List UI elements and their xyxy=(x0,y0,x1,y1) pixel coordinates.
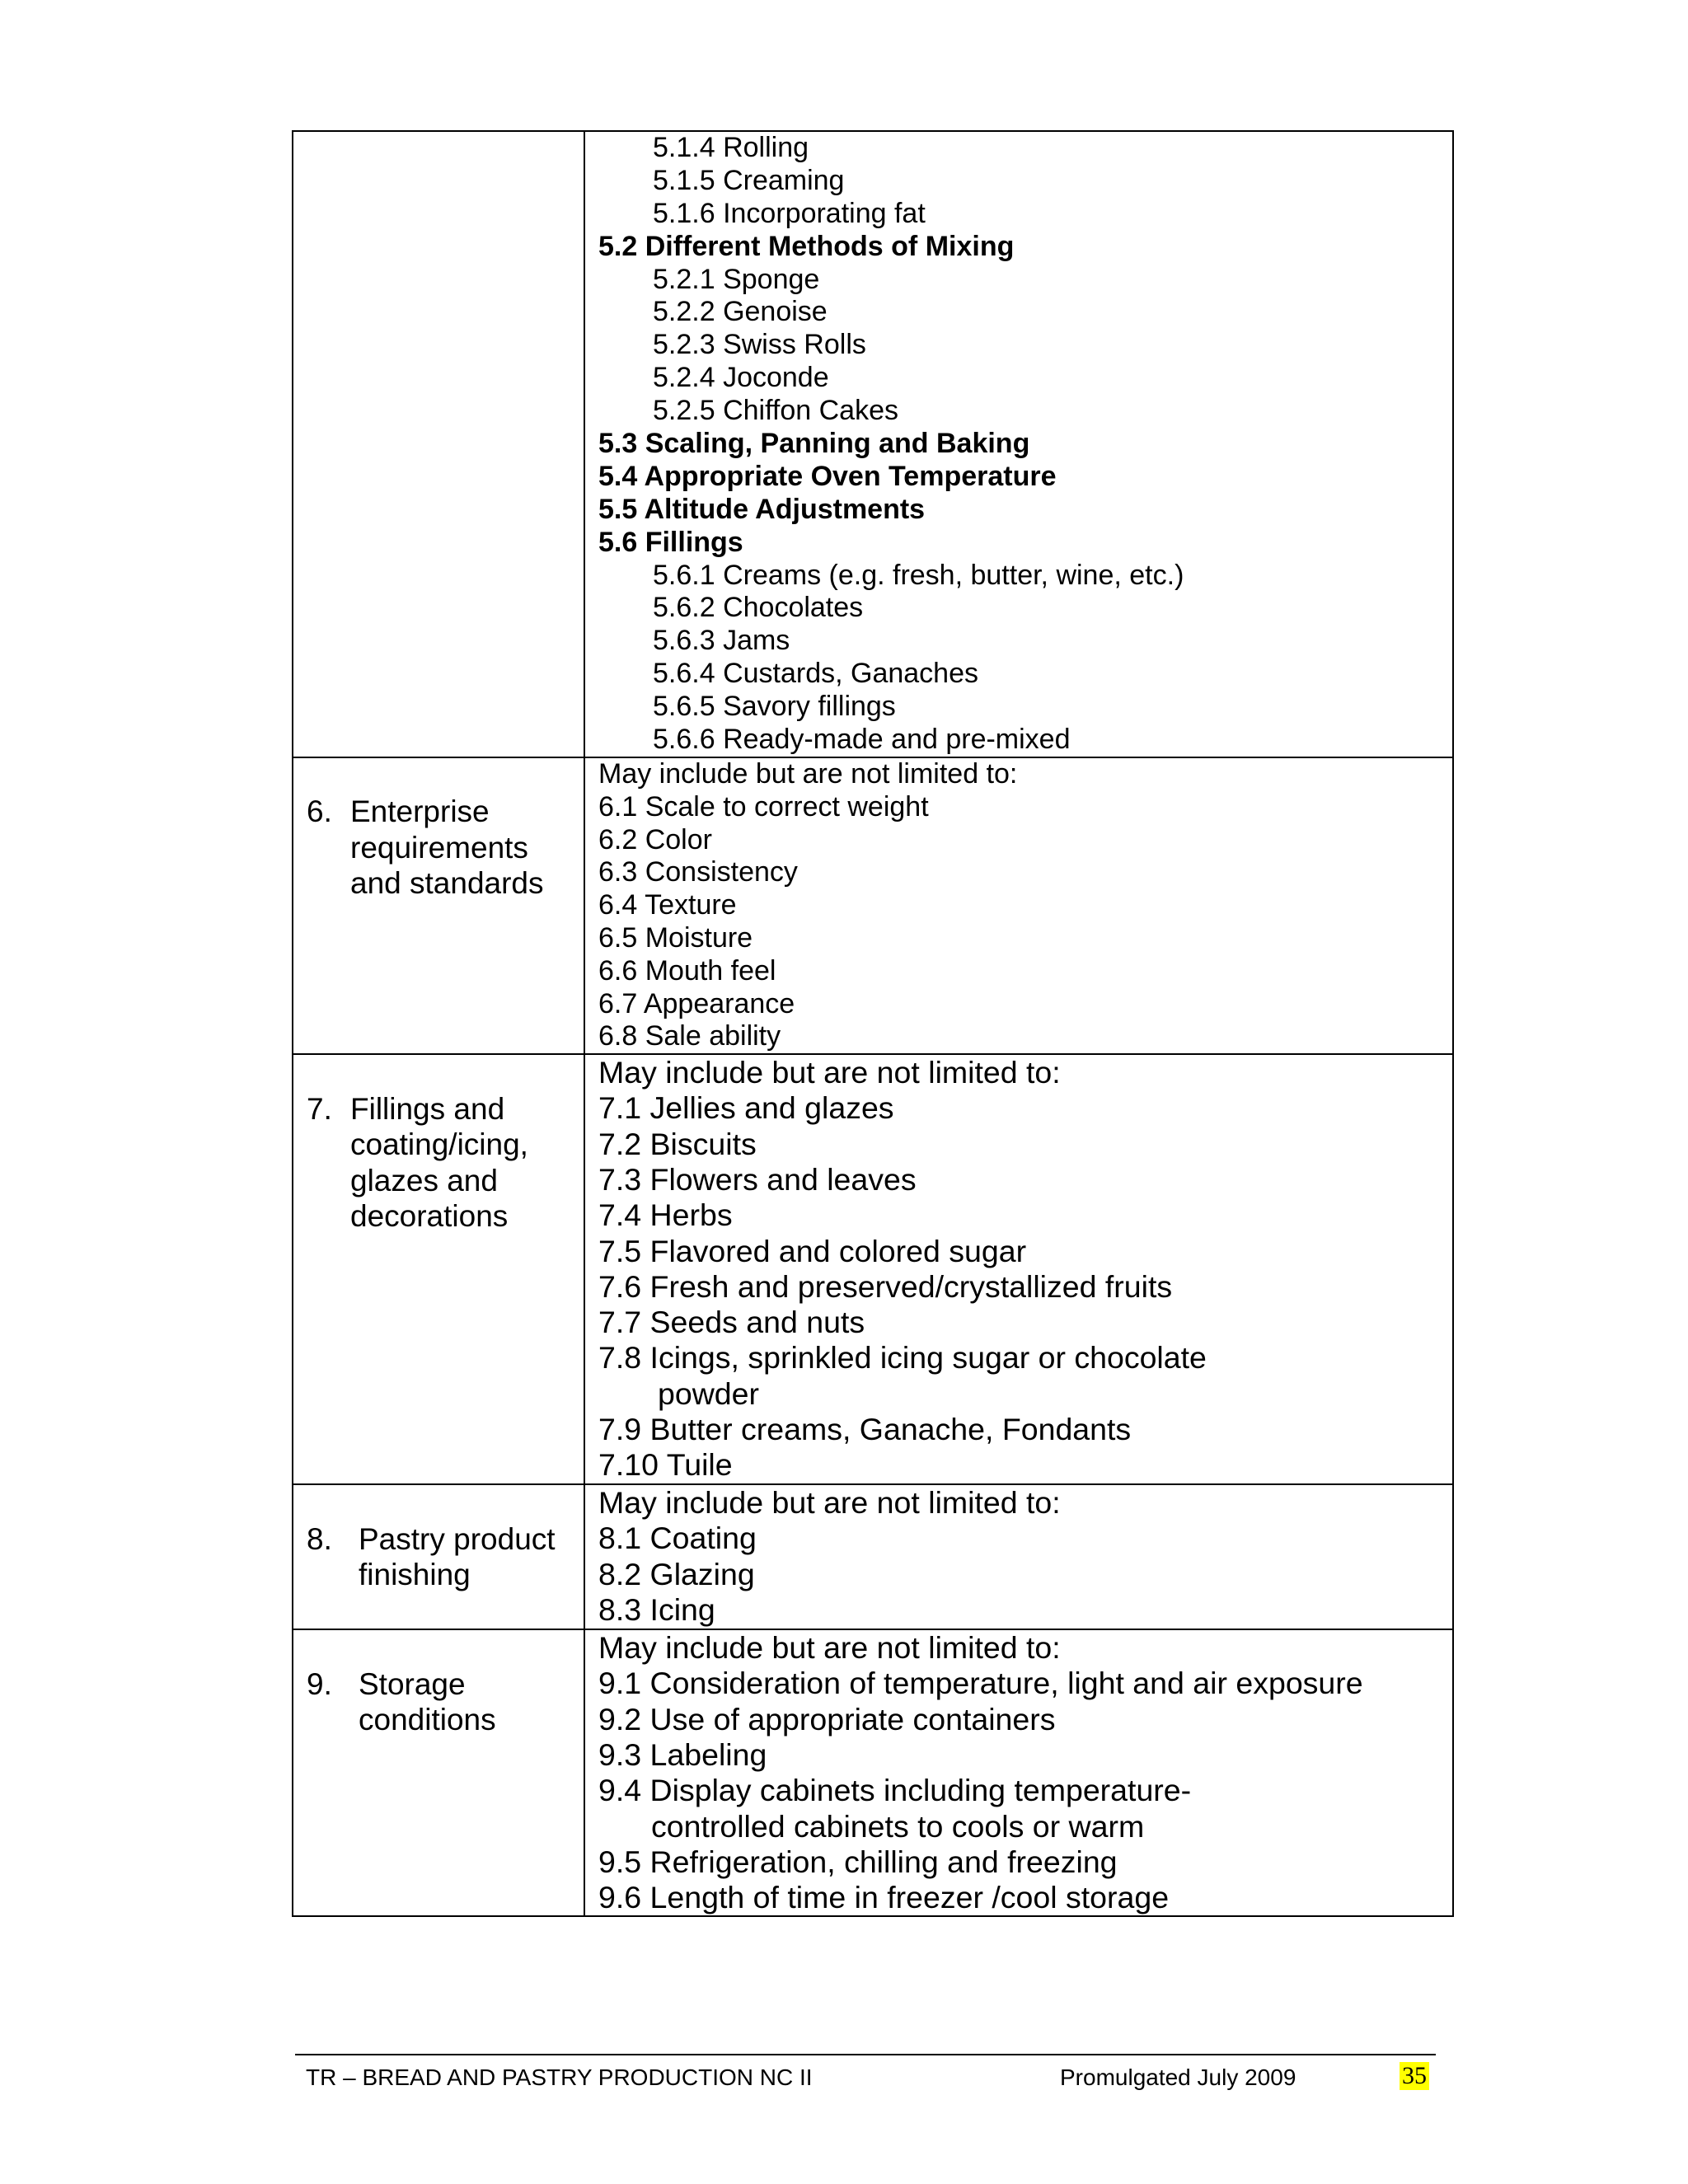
list-item: 5.2.1 Sponge xyxy=(653,263,820,295)
list-item: 6.4 Texture xyxy=(598,889,737,921)
section-heading: 5.3 Scaling, Panning and Baking xyxy=(598,428,1030,460)
list-item-continuation: powder xyxy=(658,1376,759,1411)
list-item: 7.8 Icings, sprinkled icing sugar or chocolate xyxy=(598,1340,1207,1376)
standards-list xyxy=(585,791,1452,1053)
list-item: 6.7 Appearance xyxy=(598,987,795,1019)
list-item: 5.2.3 Swiss Rolls xyxy=(653,329,866,361)
range-content-cell xyxy=(584,1054,1453,1484)
list-item: 9.5 Refrigeration, chilling and freezing xyxy=(598,1844,1118,1879)
list-item: 7.4 Herbs xyxy=(598,1197,733,1233)
range-number: 9. xyxy=(307,1666,332,1701)
list-item: 5.1.6 Incorporating fat xyxy=(653,197,926,229)
list-item: 9.4 Display cabinets including temperature- xyxy=(598,1773,1192,1808)
range-intro: May include but are not limited to: xyxy=(598,1485,1061,1521)
section-heading: 5.6 Fillings xyxy=(598,526,743,558)
fillings-list xyxy=(585,1090,1452,1483)
list-item: 5.1.5 Creaming xyxy=(653,164,845,196)
range-intro: May include but are not limited to: xyxy=(598,757,1018,790)
section-heading: 5.5 Altitude Adjustments xyxy=(598,493,926,525)
list-item: 9.6 Length of time in freezer /cool storage xyxy=(598,1880,1170,1915)
range-intro: May include but are not limited to: xyxy=(598,1630,1061,1666)
section-heading: 5.2 Different Methods of Mixing xyxy=(598,230,1015,262)
list-item: 9.3 Labeling xyxy=(598,1736,767,1772)
range-of-variables-table xyxy=(292,130,1454,1917)
list-item: 6.2 Color xyxy=(598,823,712,855)
range-label: Pastry product finishing xyxy=(359,1521,556,1592)
range-content-cell xyxy=(584,131,1453,757)
list-item: 8.3 Icing xyxy=(598,1591,715,1627)
list-item: 5.2.5 Chiffon Cakes xyxy=(653,395,898,427)
list-item: 5.6.4 Custards, Ganaches xyxy=(653,658,979,690)
list-item: 7.10 Tuile xyxy=(598,1447,733,1483)
finishing-list xyxy=(585,1521,1452,1628)
storage-list xyxy=(585,1666,1452,1915)
list-item: 7.5 Flavored and colored sugar xyxy=(598,1233,1027,1268)
list-item: 5.1.4 Rolling xyxy=(653,132,809,163)
list-item: 5.6.1 Creams (e.g. fresh, butter, wine, etc.) xyxy=(653,559,1184,591)
range-number: 7. xyxy=(307,1091,332,1126)
list-item: 6.1 Scale to correct weight xyxy=(598,790,929,823)
list-item: 8.1 Coating xyxy=(598,1521,757,1556)
range-content-cell xyxy=(584,1629,1453,1916)
footer-divider xyxy=(295,2054,1436,2055)
section-heading: 5.4 Appropriate Oven Temperature xyxy=(598,460,1057,492)
range-label-cell xyxy=(293,131,584,757)
range-label-cell xyxy=(293,757,584,1054)
range-number: 8. xyxy=(307,1521,332,1556)
range-content-cell xyxy=(584,1484,1453,1629)
range-content-cell xyxy=(584,757,1453,1054)
table-row-7 xyxy=(293,1054,1453,1484)
range-label: Enterprise requirements and standards xyxy=(350,794,544,901)
range-number: 6. xyxy=(307,794,332,829)
list-item: 9.2 Use of appropriate containers xyxy=(598,1701,1056,1736)
footer-document-title: TR – BREAD AND PASTRY PRODUCTION NC II xyxy=(306,2064,813,2090)
range-title xyxy=(293,1055,584,1270)
range-title xyxy=(293,758,584,938)
list-item: 5.2.4 Joconde xyxy=(653,362,829,394)
table-row-6 xyxy=(293,757,1453,1054)
list-item: 5.6.5 Savory fillings xyxy=(653,691,896,723)
table-row-8 xyxy=(293,1484,1453,1629)
list-item: 9.1 Consideration of temperature, light and air exposure xyxy=(598,1666,1363,1701)
list-item: 6.8 Sale ability xyxy=(598,1020,781,1052)
list-item: 5.6.3 Jams xyxy=(653,625,790,657)
table-row-9 xyxy=(293,1629,1453,1916)
list-item: 7.7 Seeds and nuts xyxy=(598,1305,865,1340)
list-item: 7.2 Biscuits xyxy=(598,1126,757,1161)
list-item-continuation: controlled cabinets to cools or warm xyxy=(651,1808,1145,1844)
list-item: 8.2 Glazing xyxy=(598,1556,755,1591)
list-item: 5.2.2 Genoise xyxy=(653,296,828,328)
list-item: 7.9 Butter creams, Ganache, Fondants xyxy=(598,1412,1132,1447)
mixing-methods-list xyxy=(585,132,1452,757)
list-item: 5.6.2 Chocolates xyxy=(653,592,864,624)
list-item: 7.3 Flowers and leaves xyxy=(598,1161,917,1197)
range-label-cell xyxy=(293,1629,584,1916)
range-label-cell xyxy=(293,1054,584,1484)
range-label-cell xyxy=(293,1484,584,1629)
range-title xyxy=(293,1485,584,1629)
list-item: 6.6 Mouth feel xyxy=(598,954,776,987)
page-number: 35 xyxy=(1400,2062,1429,2090)
range-label: Fillings and coating/icing, glazes and decorations xyxy=(350,1091,528,1234)
range-title xyxy=(293,1630,584,1774)
range-intro: May include but are not limited to: xyxy=(598,1055,1061,1090)
list-item: 5.6.6 Ready-made and pre-mixed xyxy=(653,724,1071,756)
table-row-5-continued xyxy=(293,131,1453,757)
list-item: 6.5 Moisture xyxy=(598,921,753,954)
list-item: 7.1 Jellies and glazes xyxy=(598,1090,894,1126)
footer-promulgation-date: Promulgated July 2009 xyxy=(1060,2064,1296,2090)
list-item: 6.3 Consistency xyxy=(598,856,798,888)
range-label: Storage conditions xyxy=(359,1666,496,1737)
list-item: 7.6 Fresh and preserved/crystallized fruits xyxy=(598,1268,1173,1304)
